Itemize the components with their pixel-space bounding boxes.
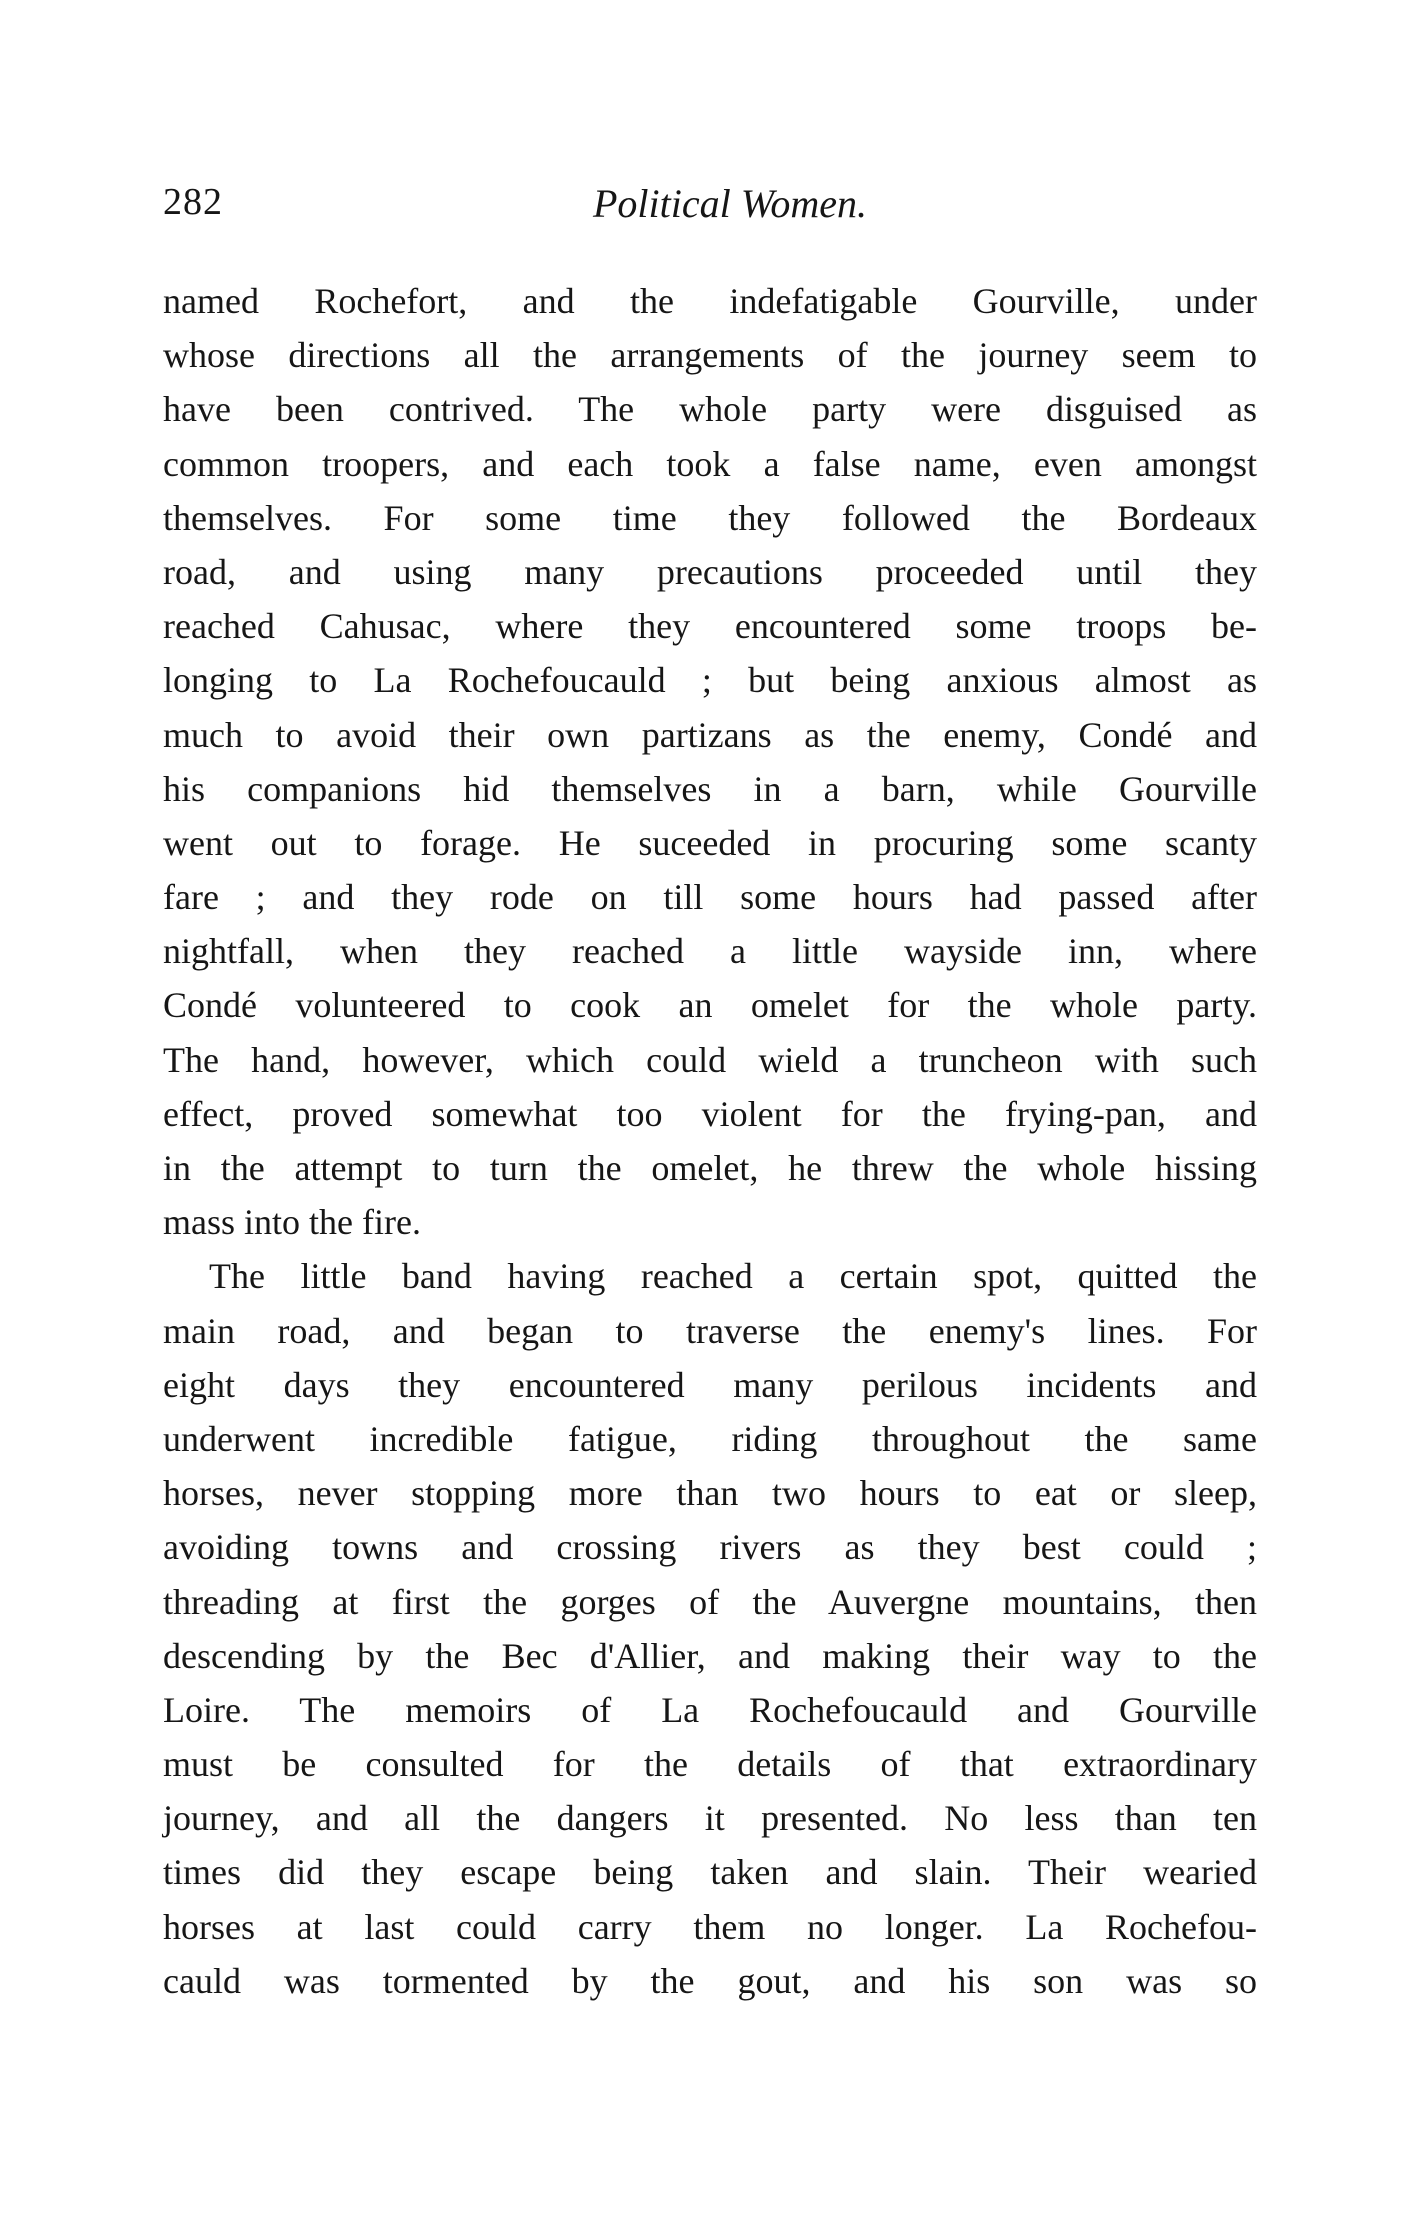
text-line: threading at first the gorges of the Auvergne mountains, then	[163, 1581, 1257, 1622]
text-line: in the attempt to turn the omelet, he threw the whole hissing	[163, 1148, 1257, 1188]
text-line: effect, proved somewhat too violent for the frying-pan, and	[163, 1093, 1257, 1134]
text-line: horses, never stopping more than two hours to eat or sleep,	[163, 1473, 1257, 1514]
text-line: journey, and all the dangers it presented. No less than ten	[163, 1798, 1257, 1839]
text-line: cauld was tormented by the gout, and his son was so	[163, 1960, 1257, 2001]
text-line: Loire. The memoirs of La Rochefoucauld and Gourville	[163, 1689, 1257, 1730]
body-text	[163, 274, 1257, 2008]
text-line: main road, and began to traverse the enemy's lines. For	[163, 1310, 1257, 1351]
text-line: his companions hid themselves in a barn, while Gourville	[163, 768, 1257, 809]
text-line: much to avoid their own partizans as the enemy, Condé and	[163, 714, 1257, 755]
text-line: have been contrived. The whole party were disguised as	[163, 389, 1257, 430]
text-line: fare ; and they rode on till some hours had passed after	[163, 877, 1257, 918]
text-line: went out to forage. He suceeded in procuring some scanty	[163, 822, 1257, 863]
text-line: Condé volunteered to cook an omelet for the whole party.	[163, 985, 1257, 1026]
running-title: Political Women.	[592, 181, 868, 226]
page-number: 282	[163, 181, 223, 223]
text-line: The little band having reached a certain spot, quitted the	[209, 1256, 1257, 1297]
text-line: horses at last could carry them no longer. La Rochefou-	[163, 1906, 1257, 1947]
text-line: named Rochefort, and the indefatigable Gourville, under	[163, 281, 1257, 321]
text-line: times did they escape being taken and slain. Their wearied	[163, 1852, 1257, 1893]
paragraph	[163, 1249, 1257, 2008]
paragraph	[163, 274, 1257, 1249]
text-line: eight days they encountered many perilous incidents and	[163, 1364, 1257, 1405]
text-line: underwent incredible fatigue, riding throughout the same	[163, 1418, 1257, 1459]
text-line: nightfall, when they reached a little wayside inn, where	[163, 931, 1257, 972]
text-line: mass into the fire.	[163, 1202, 421, 1243]
text-line: reached Cahusac, where they encountered some troops be-	[163, 606, 1257, 647]
text-line: avoiding towns and crossing rivers as they best could ;	[163, 1527, 1257, 1568]
text-line: whose directions all the arrangements of the journey seem to	[163, 335, 1257, 376]
text-line: road, and using many precautions proceeded until they	[163, 551, 1257, 592]
text-line: longing to La Rochefoucauld ; but being anxious almost as	[163, 660, 1257, 701]
text-line: themselves. For some time they followed the Bordeaux	[163, 497, 1257, 538]
text-line: The hand, however, which could wield a truncheon with such	[163, 1039, 1257, 1080]
text-line: must be consulted for the details of that extraordinary	[163, 1744, 1257, 1785]
page-header	[163, 180, 1257, 230]
text-line: descending by the Bec d'Allier, and making their way to the	[163, 1635, 1257, 1676]
text-line: common troopers, and each took a false name, even amongst	[163, 443, 1257, 484]
